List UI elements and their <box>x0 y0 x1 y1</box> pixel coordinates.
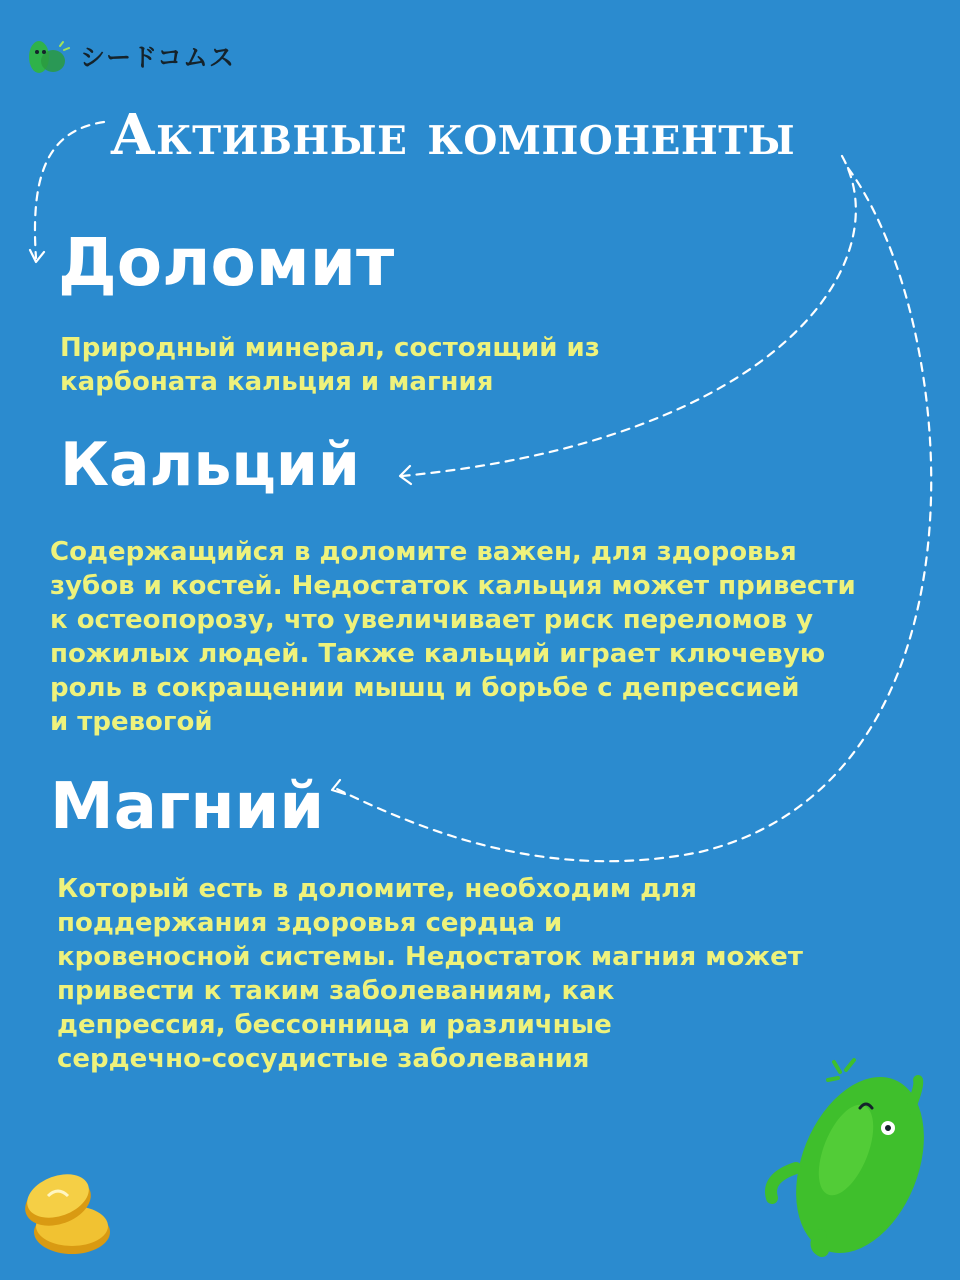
section-heading-dolomite: Доломит <box>58 224 395 301</box>
section-text-dolomite: Природный минерал, состоящий из карбоната кальция и магния <box>60 333 600 397</box>
page-title: Активные компоненты <box>110 102 796 168</box>
dashed-arrow-icon <box>335 168 931 861</box>
section-heading-magnesium: Магний <box>50 770 325 844</box>
gold-coins-icon <box>19 1166 110 1254</box>
section-text-calcium: Содержащийся в доломите важен, для здоровья зубов и костей. Недостаток кальция может привести к остеопорозу, что увеличивает риск переломов у пожилых людей. Также кальций играет ключевую роль в сокращении мышц и борьбе с депрессией и тревогой <box>50 537 856 737</box>
dashed-arrow-icon <box>35 122 104 258</box>
brand-name: シードコムス <box>80 43 236 72</box>
dashed-arrow-icon <box>402 156 856 476</box>
green-bean-mascot <box>771 1058 948 1272</box>
section-text-magnesium: Который есть в доломите, необходим для поддержания здоровья сердца и кровеносной системы. Недостаток магния может привести к таким заболеваниям, как депрессия, бессонница и различные сердечно-сосудистые заболевания <box>57 874 803 1074</box>
arrowhead-icon <box>30 250 44 262</box>
section-heading-calcium: Кальций <box>60 430 360 500</box>
